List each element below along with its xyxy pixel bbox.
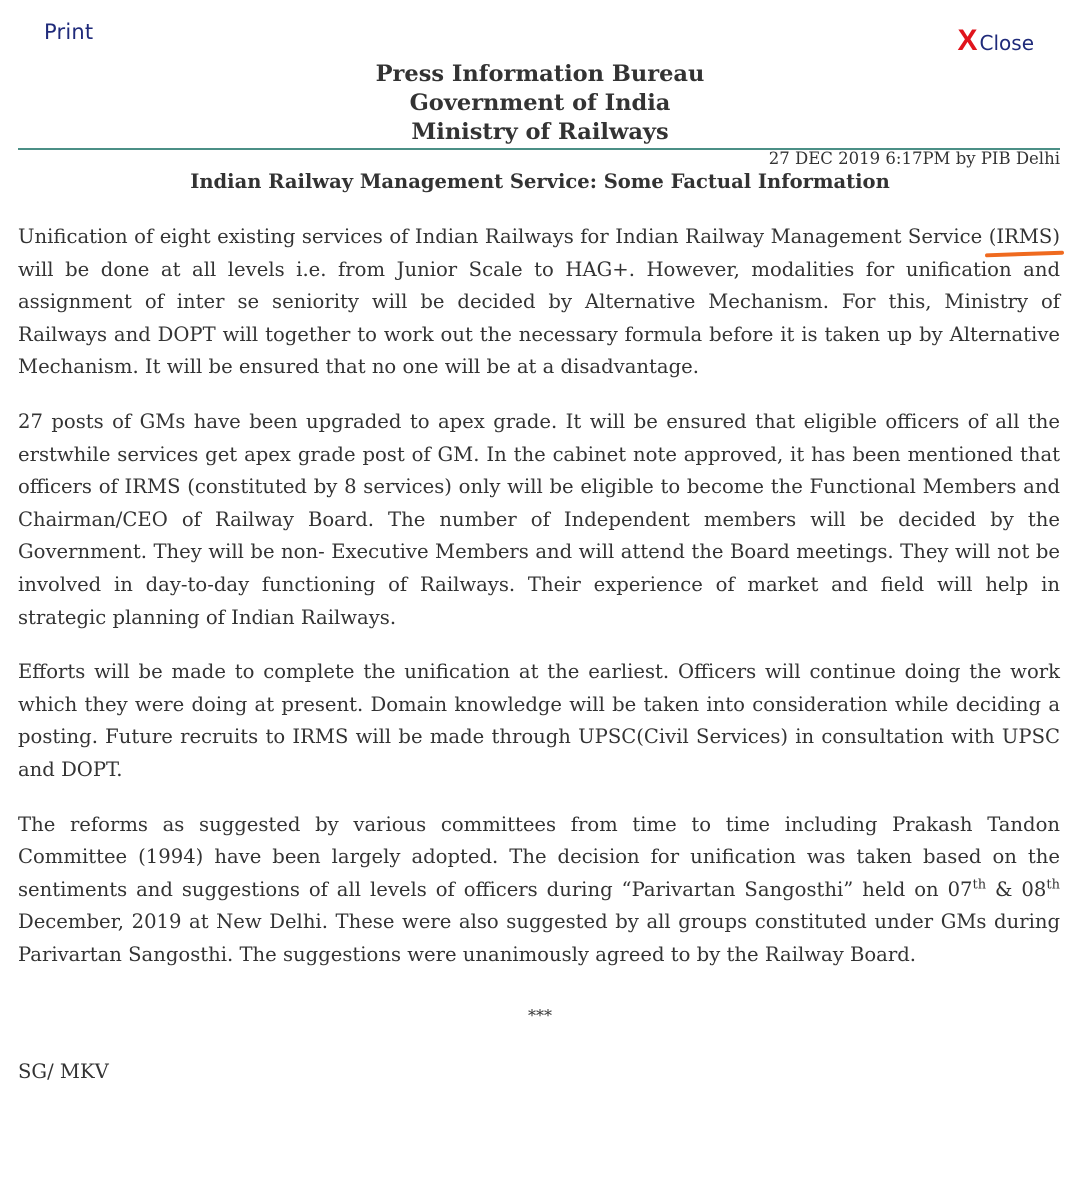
masthead (0, 60, 1080, 147)
print-link[interactable]: Print (44, 20, 94, 44)
release-headline: Indian Railway Management Service: Some Factual Information (190, 170, 890, 193)
close-button[interactable] (958, 26, 1035, 56)
masthead-government: Government of India (409, 90, 671, 116)
paragraph-4-part1: The reforms as suggested by various committees from time to time including Prakash Tandon Committee (1994) have been largely adopted. The decision for unification was taken based on the sentiments and suggestions of all levels of officers during “Parivartan Sangosthi” held on 07 (18, 812, 1060, 901)
paragraph-4-part3: December, 2019 at New Delhi. These were also suggested by all groups constituted under GMs during Parivartan Sangosthi. The suggestions were unanimously agreed to by the Railway Board. (18, 910, 1060, 966)
paragraph-1-rest: will be done at all levels i.e. from Junior Scale to HAG+. However, modalities for unification and assignment of inter se seniority will be decided by Alternative Mechanism. For this, Ministry of Railways and DOPT will together to work out the necessary formula before it is taken up by Alternative Mechanism. It will be ensured that no one will be at a disadvantage. (18, 257, 1060, 379)
paragraph-2: 27 posts of GMs have been upgraded to apex grade. It will be ensured that eligible officers of all the erstwhile services get apex grade post of GM. In the cabinet note approved, it has been mentioned that officers of IRMS (constituted by 8 services) only will be eligible to become the Functional Members and Chairman/CEO of Railway Board. The number of Independent members will be decided by the Government. They will be non- Executive Members and will attend the Board meetings. They will not be involved in day-to-day functioning of Railways. Their experience of market and field will help in strategic planning of Indian Railways. (18, 409, 1060, 629)
masthead-bureau: Press Information Bureau (375, 61, 705, 87)
release-body (18, 221, 1060, 993)
paragraph-1-start: Unification of eight existing services of Indian Railways for Indian Railway Management Service (18, 225, 989, 248)
paragraph-4-part2: & 08 (986, 877, 1047, 901)
paragraph-4 (18, 809, 1060, 972)
close-icon: X (957, 24, 978, 57)
paragraph-1 (18, 221, 1060, 384)
close-label: Close (979, 31, 1034, 55)
signoff-initials: SG/ MKV (18, 1060, 109, 1083)
ordinal-suffix-08: th (1046, 877, 1060, 893)
section-separator: *** (528, 1006, 552, 1025)
ordinal-suffix-07: th (972, 877, 987, 893)
release-dateline: 27 DEC 2019 6:17PM by PIB Delhi (768, 149, 1060, 168)
paragraph-3: Efforts will be made to complete the unification at the earliest. Officers will continue doing the work which they were doing at present. Domain knowledge will be taken into consideration while deciding a posting. Future recruits to IRMS will be made through UPSC(Civil Services) in consultation with UPSC and DOPT. (18, 660, 1060, 781)
irms-underline-annotation: (IRMS) (989, 221, 1060, 254)
masthead-ministry: Ministry of Railways (411, 119, 669, 145)
